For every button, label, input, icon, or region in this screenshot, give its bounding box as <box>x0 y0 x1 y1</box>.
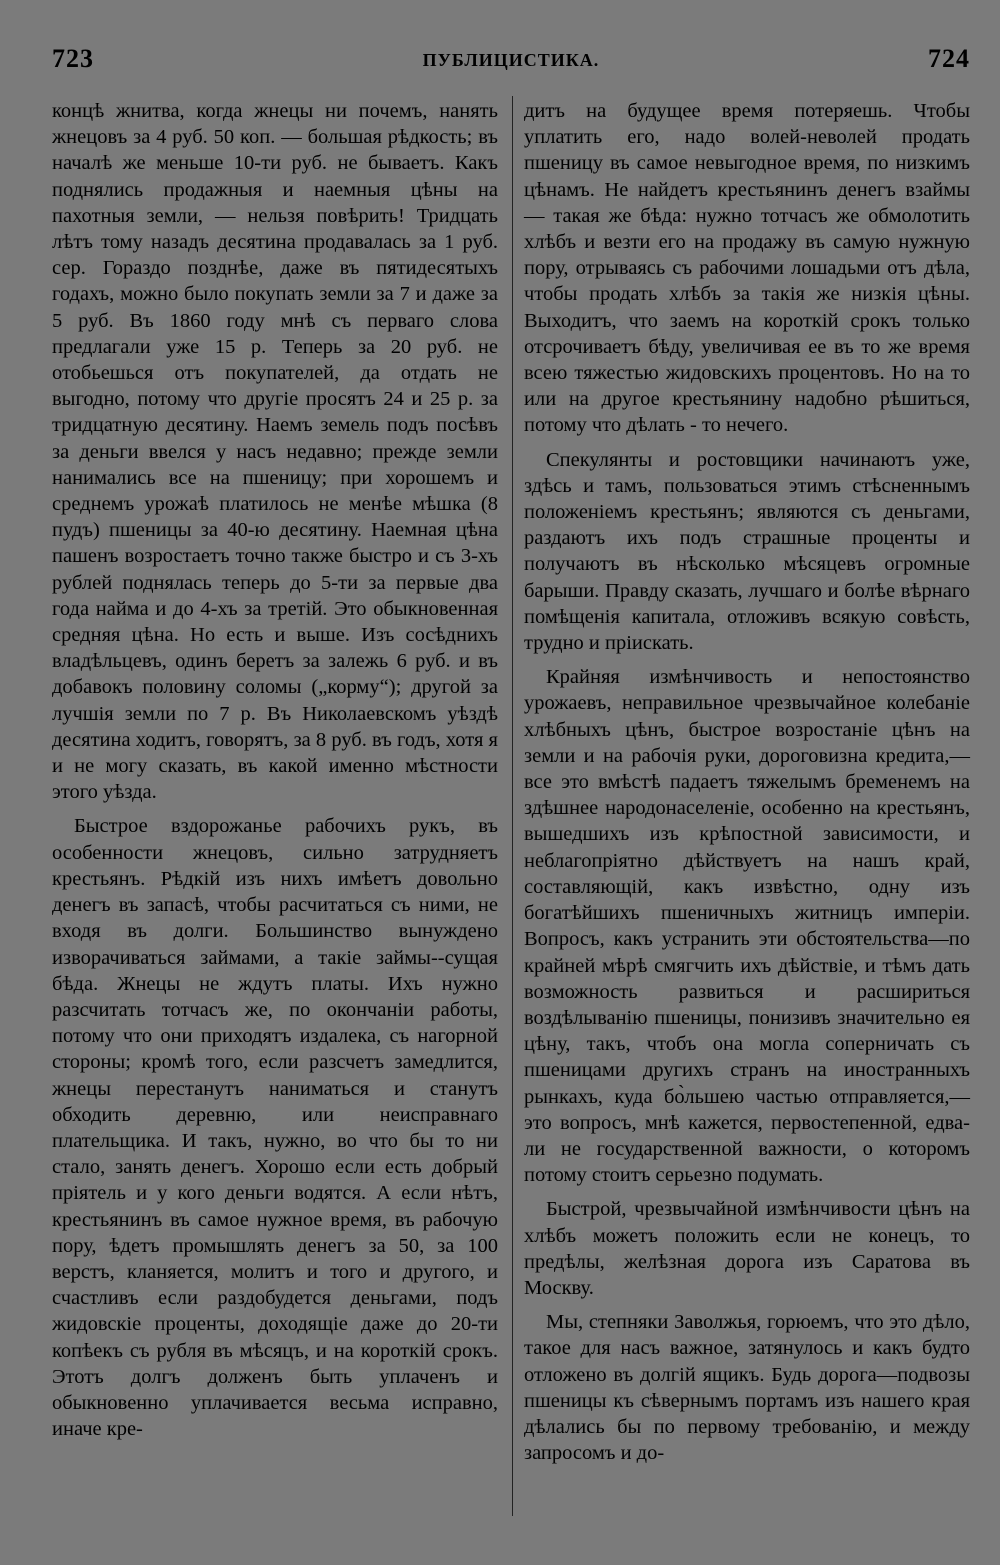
right-paragraph-5: Мы, степняки Заволжья, горюемъ, что это дѣло, такое для насъ важное, затянулось и какъ будто отложено въ долгій ящикъ. Будь дорога—подвозы пшеницы къ сѣвернымъ портамъ изъ нашего края дѣлались бы по первому требованію, и между запросомъ и до- <box>524 1311 970 1465</box>
running-title: ПУБЛИЦИСТИКА. <box>422 50 600 70</box>
page-number-left: 723 <box>52 44 94 73</box>
page-header <box>52 44 970 84</box>
right-column <box>524 98 970 1474</box>
column-divider <box>512 96 513 1516</box>
right-paragraph-4: Быстрой, чрезвычайной измѣнчивости цѣнъ на хлѣбъ можетъ положить если не конецъ, то предѣлы, желѣзная дорога изъ Саратова въ Москву. <box>524 1198 970 1299</box>
left-paragraph-1: концѣ жнитва, когда жнецы ни почемъ, нанять жнецовъ за 4 руб. 50 коп. — большая рѣдкость; въ началѣ же меньше 10-ти руб. не бываетъ. Какъ поднялись продажныя и наемныя цѣны на пахотныя земли, — нельзя повѣрить! Тридцать лѣтъ тому назадъ десятина продавалась за 1 руб. сер. Гораздо позднѣе, даже въ пятидесятыхъ годахъ, можно было покупать земли за 7 и даже за 5 руб. Въ 1860 году мнѣ съ перваго слова предлагали уже 15 р. Теперь за 20 руб. не отобьешься отъ покупателей, да отдать не выгодно, потому что другіе просятъ 24 и 25 р. за тридцатную десятину. Наемъ земель подъ посѣвъ за деньги ввелся у насъ недавно; прежде земли нанимались все на пшеницу; при хорошемъ и среднемъ урожаѣ платилось не менѣе мѣшка (8 пудъ) пшеницы за 40-ю десятину. Наемная цѣна пашенъ возростаетъ точно также быстро и съ 3-хъ рублей поднялась теперь до 5-ти за первые два года найма и до 4-хъ за третій. Это обыкновенная средняя цѣна. Но есть и выше. Изъ сосѣднихъ владѣльцевъ, одинъ беретъ за залежь 6 руб. и въ добавокъ половину соломы („корму“); другой за лучшія земли по 7 р. Въ Николаевскомъ уѣздѣ десятина ходитъ, говорятъ, за 8 руб. въ годъ, хотя я и не могу сказать, въ какой именно мѣстности этого уѣзда. <box>52 100 498 804</box>
right-paragraph-1: дитъ на будущее время потеряешь. Чтобы уплатить его, надо волей-неволей продать пшеницу въ самое невыгодное время, по низкимъ цѣнамъ. Не найдетъ крестьянинъ денегъ взаймы — такая же бѣда: нужно тотчасъ же обмолотить хлѣбъ и везти его на продажу въ самую нужную пору, отрываясь съ рабочими лошадьми отъ дѣла, чтобы продать хлѣбъ за такія же низкія цѣны. Выходитъ, что заемъ на короткій срокъ только отсрочиваетъ бѣду, увеличивая ее въ то же время всею тяжестью жидовскихъ процентовъ. Но на то или на другое крестьянину надобно рѣшиться, потому что дѣлать - то нечего. <box>524 100 970 437</box>
right-paragraph-2: Спекулянты и ростовщики начинаютъ уже, здѣсь и тамъ, пользоваться этимъ стѣсненнымъ положеніемъ крестьянъ; являются съ деньгами, раздаютъ ихъ подъ страшные проценты и получаютъ въ нѣсколько мѣсяцевъ огромные барыши. Правду сказать, лучшаго и болѣе вѣрнаго помѣщенія капитала, отложивъ всякую совѣсть, трудно и пріискать. <box>524 448 970 655</box>
page-number-right: 724 <box>928 44 970 73</box>
left-column <box>52 98 498 1450</box>
left-paragraph-2: Быстрое вздорожанье рабочихъ рукъ, въ особенности жнецовъ, сильно затрудняетъ крестьянъ. Рѣдкій изъ нихъ имѣетъ довольно денегъ въ запасѣ, чтобы расчитаться съ ними, не входя въ долги. Большинство вынуждено изворачиваться займами, а такіе займы--сущая бѣда. Жнецы не ждутъ платы. Ихъ нужно разсчитать тотчасъ же, по окончаніи работы, потому что они приходятъ издалека, съ нагорной стороны; кромѣ того, если разсчетъ замедлится, жнецы перестанутъ наниматься и станутъ обходить деревню, или неисправнаго плательщика. И такъ, нужно, во что бы то ни стало, занять денегъ. Хорошо если есть добрый пріятель и у кого деньги водятся. А если нѣтъ, крестьянинъ въ самое нужное время, въ рабочую пору, ѣдетъ промышлять денегъ за 50, за 100 верстъ, кланяется, молитъ и того и другого, и счастливъ если раздобудется деньгами, подъ жидовскіе проценты, доходящіе даже до 20-ти копѣекъ съ рубля въ мѣсяцъ, и на короткій срокъ. Этотъ долгъ долженъ быть уплаченъ и обыкновенно уплачивается весьма исправно, иначе кре- <box>52 815 498 1441</box>
right-paragraph-3: Крайняя измѣнчивость и непостоянство урожаевъ, неправильное чрезвычайное колебаніе хлѣбныхъ цѣнъ, быстрое возростаніе цѣнъ на земли и на рабочія руки, дороговизна кредита,—все это вмѣстѣ падаетъ тяжелымъ бременемъ на здѣшнее народонаселеніе, особенно на крестьянъ, вышедшихъ изъ крѣпостной зависимости, и неблагопріятно дѣйствуетъ на нашъ край, составляющій, какъ извѣстно, одну изъ богатѣйшихъ пшеничныхъ житницъ имперіи. Вопросъ, какъ устранить эти обстоятельства—по крайней мѣрѣ смягчить ихъ дѣйствіе, и тѣмъ дать возможность развиться и расшириться воздѣлыванію пшеницы, понизивъ значительно ея цѣну, такъ, чтобъ она могла соперничать съ пшеницами другихъ странъ на иностранныхъ рынкахъ, куда бо̀льшею частью отправляется,—это вопросъ, мнѣ кажется, первостепенной, едва-ли не государственной важности, о которомъ потому стоитъ серьезно подумать. <box>524 666 970 1187</box>
